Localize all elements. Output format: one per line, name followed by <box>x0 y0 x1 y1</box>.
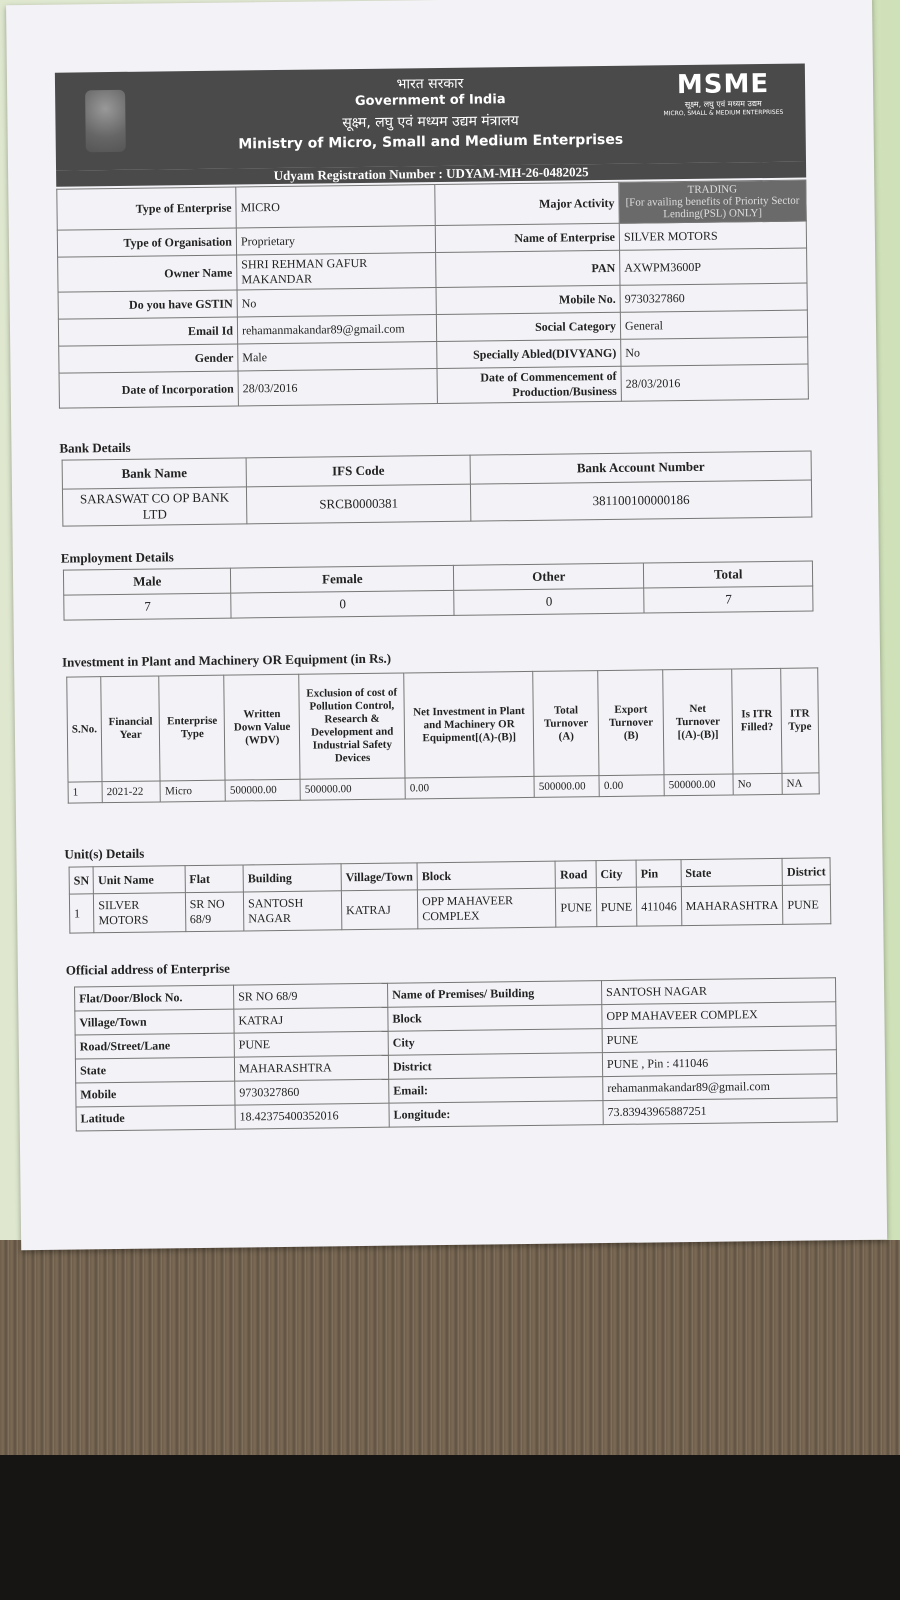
date-of-incorporation-value: 28/03/2016 <box>238 369 437 406</box>
addr-label-premises: Name of Premises/ Building <box>388 981 602 1008</box>
gstin-value: No <box>237 288 436 317</box>
email-value: rehamanmakandar89@gmail.com <box>237 315 436 344</box>
hindi-government: भारत सरकार <box>396 75 464 93</box>
name-of-enterprise-label: Name of Enterprise <box>435 223 619 252</box>
inv-header-itr-filled: Is ITR Filled? <box>732 668 782 774</box>
unit-flat: SR NO 68/9 <box>185 892 244 932</box>
official-address-table <box>74 977 838 1131</box>
inv-year: 2021-22 <box>102 781 161 803</box>
inv-type: Micro <box>161 780 226 802</box>
unit-state: MAHARASHTRA <box>681 885 783 925</box>
msme-logo-hindi: सूक्ष्म, लघु एवं मध्यम उद्यम <box>684 99 762 110</box>
addr-value-longitude: 73.83943965887251 <box>603 1098 837 1125</box>
major-activity-note: [For availing benefits of Priority Sector Lending(PSL) ONLY] <box>625 194 800 221</box>
investment-title: Investment in Plant and Machinery OR Equipment (in Rs.) <box>61 650 392 670</box>
major-activity-value <box>619 180 806 223</box>
certificate-header <box>55 64 806 171</box>
employment-details-table <box>63 560 814 620</box>
bank-details-table <box>62 450 813 526</box>
addr-value-flat: SR NO 68/9 <box>234 983 388 1009</box>
mobile-label: Mobile No. <box>436 285 620 314</box>
major-activity-text: TRADING <box>687 183 738 196</box>
enterprise-details-table <box>56 180 809 409</box>
inv-net-investment: 0.00 <box>405 776 534 799</box>
unit-building: SANTOSH NAGAR <box>243 891 341 931</box>
unit-block: OPP MAHAVEER COMPLEX <box>417 888 556 929</box>
female-header: Female <box>231 565 454 593</box>
unit-district: PUNE <box>783 885 831 925</box>
female-value: 0 <box>231 590 454 618</box>
unit-name: SILVER MOTORS <box>94 893 186 933</box>
gender-label: Gender <box>59 344 238 373</box>
ministry-title: Ministry of Micro, Small and Medium Enterprises <box>238 131 624 153</box>
inv-itr-type: NA <box>782 773 819 794</box>
major-activity-label: Major Activity <box>435 182 619 225</box>
gstin-label: Do you have GSTIN <box>58 290 237 319</box>
addr-value-district: PUNE , Pin : 411046 <box>602 1050 836 1077</box>
unit-header-building: Building <box>243 864 341 892</box>
unit-header-state: State <box>681 858 783 886</box>
unit-pin: 411046 <box>636 887 681 927</box>
addr-value-premises: SANTOSH NAGAR <box>601 978 835 1005</box>
inv-sno: 1 <box>68 782 102 803</box>
inv-header-net-investment: Net Investment in Plant and Machinery OR Equipment[(A)-(B)] <box>404 671 534 778</box>
floor <box>0 1455 900 1600</box>
type-of-enterprise-value: MICRO <box>236 185 435 228</box>
bank-details-title: Bank Details <box>59 439 131 456</box>
addr-label-city: City <box>388 1029 602 1056</box>
addr-label-latitude: Latitude <box>76 1105 235 1131</box>
unit-header-village: Village/Town <box>341 863 417 891</box>
date-of-incorporation-label: Date of Incorporation <box>59 371 238 408</box>
type-of-organisation-label: Type of Organisation <box>57 228 236 257</box>
msme-logo <box>663 70 784 117</box>
total-header: Total <box>644 561 813 588</box>
divyang-label: Specially Abled(DIVYANG) <box>437 339 621 368</box>
inv-header-type: Enterprise Type <box>159 675 225 781</box>
gender-value: Male <box>238 342 437 371</box>
addr-value-email: rehamanmakandar89@gmail.com <box>603 1074 837 1101</box>
addr-label-road: Road/Street/Lane <box>75 1033 234 1059</box>
name-of-enterprise-value: SILVER MOTORS <box>619 221 806 250</box>
inv-total-turnover: 500000.00 <box>534 776 599 798</box>
unit-city: PUNE <box>596 887 637 926</box>
addr-value-latitude: 18.42375400352016 <box>235 1103 389 1129</box>
unit-header-sn: SN <box>69 867 94 894</box>
unit-header-city: City <box>596 860 637 887</box>
bank-name-value: SARASWAT CO OP BANK LTD <box>62 487 246 526</box>
addr-label-district: District <box>388 1053 602 1080</box>
unit-header-pin: Pin <box>636 860 681 888</box>
inv-itr-filled: No <box>733 773 782 795</box>
addr-label-email: Email: <box>389 1077 603 1104</box>
inv-net-turnover: 500000.00 <box>664 774 733 796</box>
owner-name-value: SHRI REHMAN GAFUR MAKANDAR <box>237 253 436 290</box>
type-of-organisation-value: Proprietary <box>236 226 435 255</box>
addr-value-state: MAHARASHTRA <box>234 1055 388 1081</box>
hindi-ministry: सूक्ष्म, लघु एवं मध्यम उद्यम मंत्रालय <box>342 113 519 132</box>
unit-header-district: District <box>782 858 830 886</box>
msme-logo-subtitle: MICRO, SMALL & MEDIUM ENTERPRISES <box>663 108 784 118</box>
other-value: 0 <box>454 588 645 615</box>
ifs-code-value: SRCB0000381 <box>246 484 470 524</box>
date-of-commencement-label: Date of Commencement of Production/Business <box>437 366 621 403</box>
addr-value-road: PUNE <box>234 1031 388 1057</box>
official-address-title: Official address of Enterprise <box>65 960 230 978</box>
unit-header-block: Block <box>417 861 556 890</box>
addr-label-flat: Flat/Door/Block No. <box>75 985 234 1011</box>
social-category-value: General <box>620 310 807 339</box>
owner-name-label: Owner Name <box>58 255 237 292</box>
male-value: 7 <box>64 593 232 620</box>
addr-value-block: OPP MAHAVEER COMPLEX <box>602 1002 836 1029</box>
email-label: Email Id <box>58 317 237 346</box>
addr-value-mobile: 9730327860 <box>235 1079 389 1105</box>
ifs-code-header: IFS Code <box>246 455 470 487</box>
inv-wdv: 500000.00 <box>225 779 300 801</box>
inv-header-year: Financial Year <box>101 676 161 782</box>
unit-header-flat: Flat <box>185 865 244 893</box>
inv-header-net-turnover: Net Turnover [(A)-(B)] <box>663 669 733 775</box>
unit-sn: 1 <box>69 894 94 933</box>
udyam-label: Udyam Registration Number <box>273 166 436 184</box>
udyam-number: UDYAM-MH-26-0482025 <box>445 164 589 181</box>
certificate-page <box>6 0 887 1250</box>
inv-header-sno: S.No. <box>67 677 102 782</box>
addr-label-longitude: Longitude: <box>389 1101 603 1128</box>
unit-header-road: Road <box>555 861 596 888</box>
date-of-commencement-value: 28/03/2016 <box>621 364 808 401</box>
inv-header-exclusion: Exclusion of cost of Pollution Control, Research & Development and Industrial Safety Devices <box>299 673 405 779</box>
unit-village: KATRAJ <box>341 890 418 930</box>
addr-value-city: PUNE <box>602 1026 836 1053</box>
divyang-value: No <box>621 337 808 366</box>
employment-details-title: Employment Details <box>60 549 174 566</box>
social-category-label: Social Category <box>436 312 620 341</box>
unit-road: PUNE <box>556 888 597 927</box>
msme-logo-mark: MSME <box>676 68 770 101</box>
inv-exclusion: 500000.00 <box>300 778 405 800</box>
inv-header-wdv: Written Down Value (WDV) <box>224 674 300 780</box>
inv-header-itr-type: ITR Type <box>781 668 819 773</box>
unit-header-name: Unit Name <box>93 866 185 894</box>
units-title: Unit(s) Details <box>64 845 145 862</box>
investment-table <box>66 667 819 803</box>
inv-header-total-turnover: Total Turnover (A) <box>533 671 599 777</box>
bank-name-header: Bank Name <box>62 458 246 489</box>
inv-header-export-turnover: Export Turnover (B) <box>598 670 664 776</box>
type-of-enterprise-label: Type of Enterprise <box>57 187 236 230</box>
account-number-value: 381100100000186 <box>470 480 811 521</box>
units-table <box>69 857 832 933</box>
carpet <box>0 1240 900 1460</box>
addr-label-village: Village/Town <box>75 1009 234 1035</box>
other-header: Other <box>454 563 645 590</box>
mobile-value: 9730327860 <box>620 283 807 312</box>
government-title: Government of India <box>354 92 506 110</box>
inv-export-turnover: 0.00 <box>599 775 664 797</box>
udyam-separator: : <box>438 165 443 182</box>
addr-label-block: Block <box>388 1005 602 1032</box>
account-number-header: Bank Account Number <box>470 451 811 484</box>
addr-label-mobile: Mobile <box>76 1081 235 1107</box>
total-value: 7 <box>644 586 813 613</box>
addr-value-village: KATRAJ <box>234 1007 388 1033</box>
pan-label: PAN <box>436 250 620 287</box>
pan-value: AXWPM3600P <box>620 248 807 285</box>
male-header: Male <box>63 568 231 595</box>
addr-label-state: State <box>75 1057 234 1083</box>
